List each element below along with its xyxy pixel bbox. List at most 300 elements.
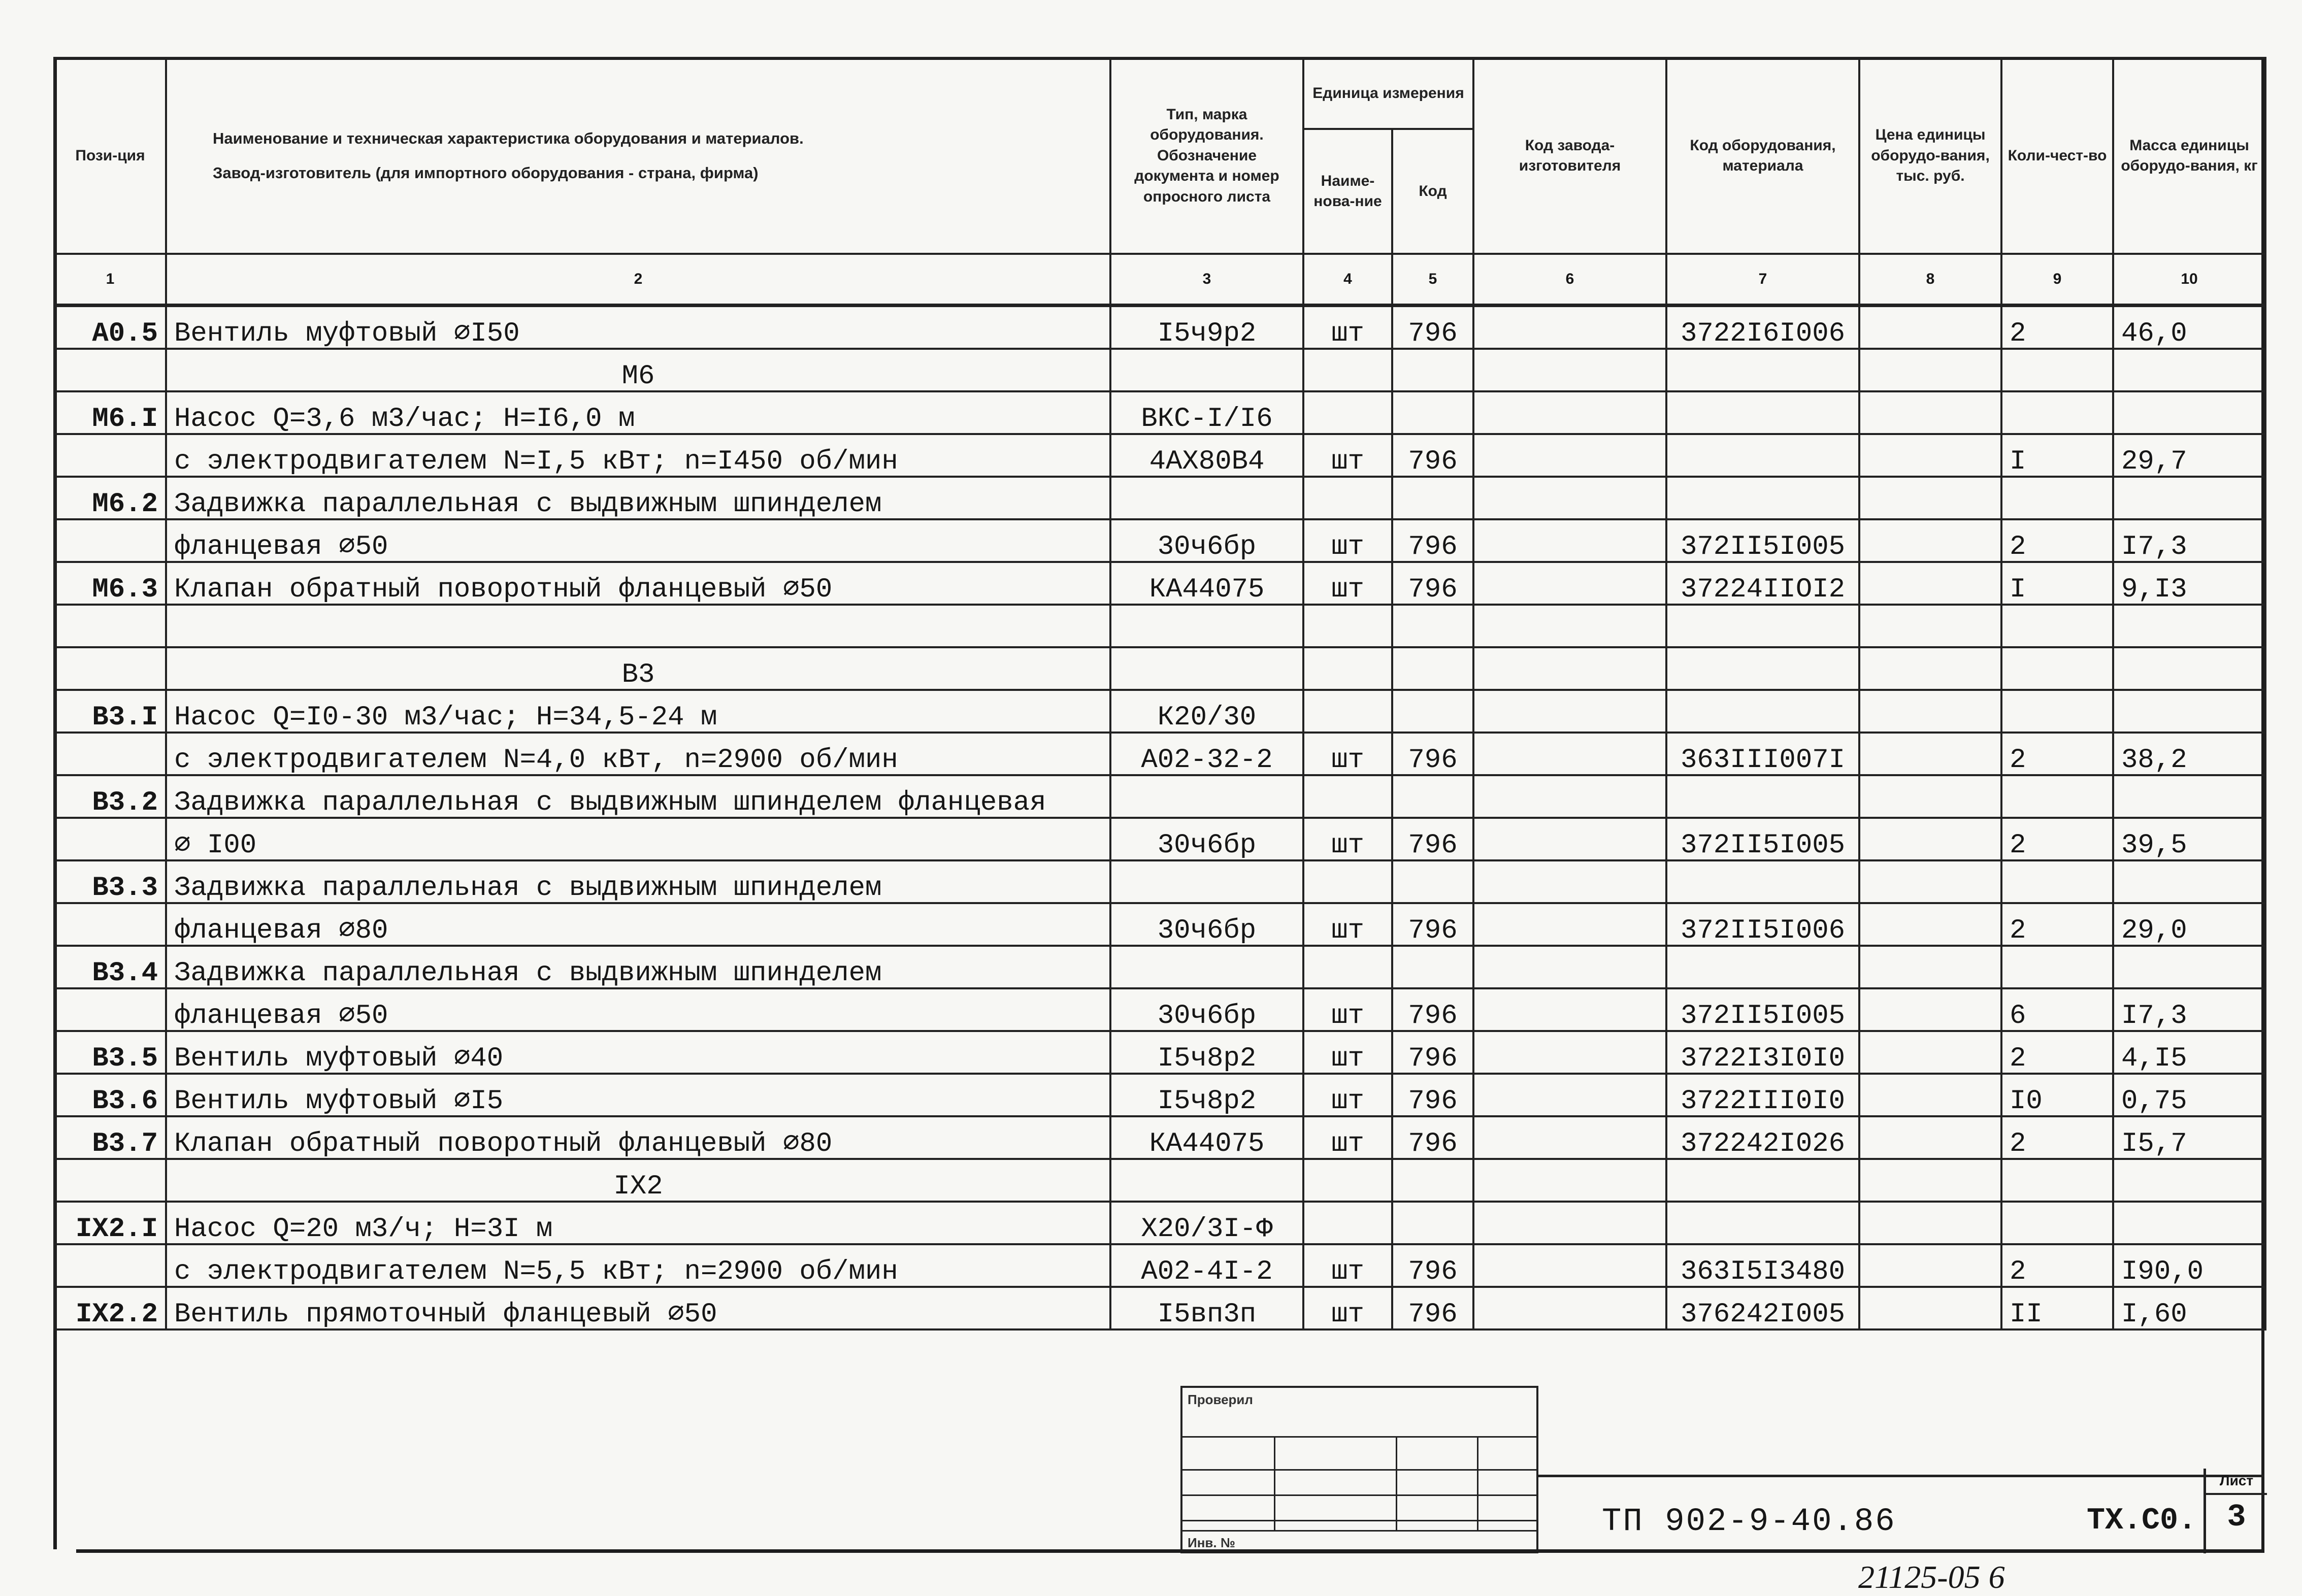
header-unit: Единица измерения — [1303, 58, 1473, 129]
plant-code-cell — [1473, 349, 1666, 391]
unit-code-cell: 796 — [1392, 1244, 1473, 1287]
table-row — [54, 1031, 2265, 1074]
equipment-code-cell: 37224IIOI2 — [1666, 562, 1859, 605]
plant-code-cell — [1473, 775, 1666, 818]
price-cell — [1859, 733, 2001, 775]
unit-code-cell — [1392, 647, 1473, 690]
specification-body — [54, 254, 2265, 1329]
header-type: Тип, марка оборудования. Обозначение документа и номер опросного листа — [1110, 58, 1303, 254]
price-cell — [1859, 434, 2001, 477]
plant-code-cell — [1473, 1159, 1666, 1202]
name-cell: с электродвигателем N=4,0 кВт, n=2900 об/мин — [166, 733, 1110, 775]
price-cell — [1859, 605, 2001, 647]
table-row — [54, 391, 2265, 434]
header-unit-code: Код — [1392, 129, 1473, 254]
unit-code-cell: 796 — [1392, 903, 1473, 946]
unit-cell: шт — [1303, 1244, 1392, 1287]
price-cell — [1859, 946, 2001, 988]
column-number: 7 — [1666, 254, 1859, 306]
header-equipment-code: Код оборудования, материала — [1666, 58, 1859, 254]
equipment-code-cell: 376242I005 — [1666, 1287, 1859, 1329]
position-cell: М6.3 — [54, 562, 166, 605]
type-cell — [1110, 647, 1303, 690]
mass-cell: 0,75 — [2113, 1074, 2265, 1116]
quantity-cell — [2001, 860, 2113, 903]
header-unit-name: Наиме-нова-ние — [1303, 129, 1392, 254]
inventory-number: 21125-05 6 — [1858, 1559, 2005, 1595]
unit-cell — [1303, 1202, 1392, 1244]
table-row — [54, 605, 2265, 647]
plant-code-cell — [1473, 690, 1666, 733]
quantity-cell: I0 — [2001, 1074, 2113, 1116]
unit-code-cell: 796 — [1392, 434, 1473, 477]
plant-code-cell — [1473, 946, 1666, 988]
position-cell — [54, 605, 166, 647]
quantity-cell: 2 — [2001, 733, 2113, 775]
type-cell: 4АХ80В4 — [1110, 434, 1303, 477]
mass-cell: 29,7 — [2113, 434, 2265, 477]
price-cell — [1859, 818, 2001, 860]
mass-cell — [2113, 349, 2265, 391]
price-cell — [1859, 519, 2001, 562]
table-row — [54, 1202, 2265, 1244]
equipment-code-cell — [1666, 349, 1859, 391]
unit-code-cell — [1392, 477, 1473, 519]
equipment-code-cell: 372242I026 — [1666, 1116, 1859, 1159]
checked-by-label: Проверил — [1188, 1392, 1253, 1407]
table-row — [54, 946, 2265, 988]
table-row — [54, 1074, 2265, 1116]
position-cell — [54, 647, 166, 690]
price-cell — [1859, 1287, 2001, 1329]
table-row — [54, 562, 2265, 605]
mass-cell: 4,I5 — [2113, 1031, 2265, 1074]
column-number: 8 — [1859, 254, 2001, 306]
plant-code-cell — [1473, 647, 1666, 690]
price-cell — [1859, 477, 2001, 519]
mass-cell — [2113, 1159, 2265, 1202]
quantity-cell — [2001, 1202, 2113, 1244]
specification-table — [53, 57, 2266, 1331]
unit-cell — [1303, 605, 1392, 647]
quantity-cell: 2 — [2001, 903, 2113, 946]
plant-code-cell — [1473, 1287, 1666, 1329]
plant-code-cell — [1473, 903, 1666, 946]
name-cell: Задвижка параллельная с выдвижным шпинделем — [166, 477, 1110, 519]
unit-cell: шт — [1303, 1031, 1392, 1074]
type-cell: I5ч8р2 — [1110, 1031, 1303, 1074]
sheet-box — [2204, 1469, 2267, 1553]
unit-cell: шт — [1303, 818, 1392, 860]
quantity-cell — [2001, 690, 2113, 733]
equipment-code-cell — [1666, 775, 1859, 818]
table-row — [54, 306, 2265, 349]
plant-code-cell — [1473, 1116, 1666, 1159]
unit-cell — [1303, 391, 1392, 434]
mass-cell — [2113, 477, 2265, 519]
price-cell — [1859, 391, 2001, 434]
equipment-code-cell: 372II5I006 — [1666, 903, 1859, 946]
equipment-code-cell: 372II5I005 — [1666, 519, 1859, 562]
unit-code-cell: 796 — [1392, 1116, 1473, 1159]
equipment-code-cell: 363III007I — [1666, 733, 1859, 775]
table-row — [54, 1287, 2265, 1329]
quantity-cell — [2001, 477, 2113, 519]
name-cell: Насос Q=I0-30 м3/час; Н=34,5-24 м — [166, 690, 1110, 733]
name-cell: фланцевая ∅80 — [166, 903, 1110, 946]
position-cell — [54, 818, 166, 860]
column-number: 5 — [1392, 254, 1473, 306]
column-number-row — [54, 254, 2265, 306]
equipment-code-cell: 363I5I3480 — [1666, 1244, 1859, 1287]
position-cell — [54, 1159, 166, 1202]
frame-bottom-line — [76, 1549, 2264, 1553]
unit-code-cell — [1392, 349, 1473, 391]
unit-cell: шт — [1303, 562, 1392, 605]
quantity-cell — [2001, 647, 2113, 690]
type-cell: А02-4I-2 — [1110, 1244, 1303, 1287]
mass-cell — [2113, 946, 2265, 988]
type-cell: ВКС-I/I6 — [1110, 391, 1303, 434]
table-row — [54, 1116, 2265, 1159]
name-cell: В3 — [166, 647, 1110, 690]
price-cell — [1859, 988, 2001, 1031]
name-cell: фланцевая ∅50 — [166, 988, 1110, 1031]
unit-code-cell: 796 — [1392, 519, 1473, 562]
name-cell: с электродвигателем N=I,5 кВт; n=I450 об/мин — [166, 434, 1110, 477]
position-cell — [54, 349, 166, 391]
type-cell — [1110, 946, 1303, 988]
price-cell — [1859, 860, 2001, 903]
stamp-line — [1182, 1469, 1536, 1471]
section-row — [54, 1159, 2265, 1202]
unit-cell: шт — [1303, 434, 1392, 477]
name-cell: ∅ I00 — [166, 818, 1110, 860]
price-cell — [1859, 1031, 2001, 1074]
position-cell: М6.2 — [54, 477, 166, 519]
quantity-cell — [2001, 946, 2113, 988]
type-cell: 30ч6бр — [1110, 903, 1303, 946]
plant-code-cell — [1473, 391, 1666, 434]
position-cell — [54, 733, 166, 775]
unit-code-cell: 796 — [1392, 1031, 1473, 1074]
plant-code-cell — [1473, 818, 1666, 860]
mass-cell: I7,3 — [2113, 988, 2265, 1031]
document-code: ТХ.С0. — [2087, 1504, 2197, 1538]
position-cell: В3.6 — [54, 1074, 166, 1116]
table-row — [54, 434, 2265, 477]
unit-code-cell: 796 — [1392, 818, 1473, 860]
equipment-code-cell — [1666, 647, 1859, 690]
quantity-cell: II — [2001, 1287, 2113, 1329]
equipment-code-cell: 372II5I005 — [1666, 988, 1859, 1031]
plant-code-cell — [1473, 988, 1666, 1031]
type-cell — [1110, 349, 1303, 391]
type-cell: К20/30 — [1110, 690, 1303, 733]
mass-cell: 29,0 — [2113, 903, 2265, 946]
name-cell: Вентиль муфтовый ∅40 — [166, 1031, 1110, 1074]
position-cell: IХ2.2 — [54, 1287, 166, 1329]
stamp-line — [1182, 1436, 1536, 1438]
equipment-code-cell — [1666, 946, 1859, 988]
unit-cell: шт — [1303, 903, 1392, 946]
price-cell — [1859, 647, 2001, 690]
column-number: 9 — [2001, 254, 2113, 306]
type-cell: 30ч6бр — [1110, 818, 1303, 860]
quantity-cell — [2001, 605, 2113, 647]
mass-cell — [2113, 775, 2265, 818]
type-cell — [1110, 860, 1303, 903]
quantity-cell — [2001, 1159, 2113, 1202]
equipment-code-cell — [1666, 1159, 1859, 1202]
equipment-code-cell — [1666, 391, 1859, 434]
equipment-code-cell — [1666, 434, 1859, 477]
mass-cell — [2113, 690, 2265, 733]
type-cell: I5ч8р2 — [1110, 1074, 1303, 1116]
column-number: 2 — [166, 254, 1110, 306]
quantity-cell: 2 — [2001, 1244, 2113, 1287]
mass-cell: I,60 — [2113, 1287, 2265, 1329]
unit-code-cell: 796 — [1392, 1074, 1473, 1116]
unit-code-cell: 796 — [1392, 306, 1473, 349]
unit-code-cell — [1392, 1202, 1473, 1244]
price-cell — [1859, 1244, 2001, 1287]
plant-code-cell — [1473, 562, 1666, 605]
type-cell: КА44075 — [1110, 562, 1303, 605]
unit-code-cell: 796 — [1392, 733, 1473, 775]
unit-cell — [1303, 860, 1392, 903]
header-unit-price: Цена единицы оборудо-вания, тыс. руб. — [1859, 58, 2001, 254]
quantity-cell — [2001, 349, 2113, 391]
type-cell — [1110, 477, 1303, 519]
equipment-code-cell — [1666, 1202, 1859, 1244]
plant-code-cell — [1473, 519, 1666, 562]
section-row — [54, 349, 2265, 391]
unit-cell: шт — [1303, 306, 1392, 349]
unit-code-cell: 796 — [1392, 562, 1473, 605]
position-cell: В3.3 — [54, 860, 166, 903]
price-cell — [1859, 1074, 2001, 1116]
column-number: 10 — [2113, 254, 2265, 306]
header-description-line2: Завод-изготовитель (для импортного оборудования - страна, фирма) — [213, 164, 759, 182]
inventory-label: Инв. № — [1188, 1535, 1235, 1550]
equipment-code-cell — [1666, 477, 1859, 519]
position-cell — [54, 988, 166, 1031]
quantity-cell: 2 — [2001, 1116, 2113, 1159]
position-cell: IХ2.I — [54, 1202, 166, 1244]
position-cell — [54, 519, 166, 562]
table-row — [54, 519, 2265, 562]
unit-cell: шт — [1303, 1287, 1392, 1329]
name-cell: Задвижка параллельная с выдвижным шпинделем — [166, 946, 1110, 988]
mass-cell: I90,0 — [2113, 1244, 2265, 1287]
name-cell — [166, 605, 1110, 647]
position-cell: В3.5 — [54, 1031, 166, 1074]
equipment-code-cell — [1666, 690, 1859, 733]
quantity-cell: 2 — [2001, 306, 2113, 349]
header-unit-mass: Масса единицы оборудо-вания, кг — [2113, 58, 2265, 254]
header-description-line1: Наименование и техническая характеристика оборудования и материалов. — [213, 129, 804, 147]
header-row — [54, 58, 2265, 129]
title-block — [1538, 1475, 2264, 1553]
quantity-cell: 6 — [2001, 988, 2113, 1031]
unit-code-cell — [1392, 391, 1473, 434]
mass-cell: 46,0 — [2113, 306, 2265, 349]
column-number: 1 — [54, 254, 166, 306]
name-cell: IХ2 — [166, 1159, 1110, 1202]
plant-code-cell — [1473, 306, 1666, 349]
price-cell — [1859, 690, 2001, 733]
unit-cell — [1303, 775, 1392, 818]
type-cell: Х20/3I-Ф — [1110, 1202, 1303, 1244]
plant-code-cell — [1473, 1031, 1666, 1074]
project-code: ТП 902-9-40.86 — [1602, 1504, 1896, 1540]
name-cell: Вентиль муфтовый ∅I5 — [166, 1074, 1110, 1116]
unit-code-cell — [1392, 775, 1473, 818]
mass-cell — [2113, 605, 2265, 647]
table-row — [54, 477, 2265, 519]
plant-code-cell — [1473, 434, 1666, 477]
mass-cell: 9,I3 — [2113, 562, 2265, 605]
sheet-label: Лист — [2206, 1469, 2267, 1495]
equipment-code-cell: 372II5I005 — [1666, 818, 1859, 860]
plant-code-cell — [1473, 1074, 1666, 1116]
table-row — [54, 818, 2265, 860]
price-cell — [1859, 349, 2001, 391]
position-cell: А0.5 — [54, 306, 166, 349]
unit-code-cell: 796 — [1392, 1287, 1473, 1329]
stamp-line — [1182, 1520, 1536, 1521]
position-cell: М6.I — [54, 391, 166, 434]
type-cell — [1110, 775, 1303, 818]
unit-code-cell — [1392, 605, 1473, 647]
price-cell — [1859, 1159, 2001, 1202]
mass-cell — [2113, 860, 2265, 903]
price-cell — [1859, 1116, 2001, 1159]
header-plant-code: Код завода-изготовителя — [1473, 58, 1666, 254]
quantity-cell — [2001, 775, 2113, 818]
unit-cell: шт — [1303, 733, 1392, 775]
column-number: 6 — [1473, 254, 1666, 306]
quantity-cell: 2 — [2001, 519, 2113, 562]
unit-cell — [1303, 647, 1392, 690]
stamp-divider — [1477, 1436, 1478, 1530]
plant-code-cell — [1473, 477, 1666, 519]
quantity-cell: I — [2001, 562, 2113, 605]
type-cell: 30ч6бр — [1110, 988, 1303, 1031]
position-cell: В3.I — [54, 690, 166, 733]
unit-cell: шт — [1303, 1074, 1392, 1116]
header-quantity: Коли-чест-во — [2001, 58, 2113, 254]
quantity-cell — [2001, 391, 2113, 434]
table-row — [54, 690, 2265, 733]
type-cell: А02-32-2 — [1110, 733, 1303, 775]
unit-cell: шт — [1303, 1116, 1392, 1159]
name-cell: Задвижка параллельная с выдвижным шпинделем — [166, 860, 1110, 903]
price-cell — [1859, 903, 2001, 946]
name-cell: Задвижка параллельная с выдвижным шпинделем фланцевая — [166, 775, 1110, 818]
unit-code-cell — [1392, 1159, 1473, 1202]
table-row — [54, 903, 2265, 946]
name-cell: Вентиль прямоточный фланцевый ∅50 — [166, 1287, 1110, 1329]
sheet-number: 3 — [2227, 1499, 2246, 1535]
quantity-cell: 2 — [2001, 818, 2113, 860]
name-cell: Вентиль муфтовый ∅I50 — [166, 306, 1110, 349]
type-cell: I5вп3п — [1110, 1287, 1303, 1329]
unit-cell — [1303, 477, 1392, 519]
name-cell: фланцевая ∅50 — [166, 519, 1110, 562]
equipment-code-cell — [1666, 860, 1859, 903]
position-cell: В3.2 — [54, 775, 166, 818]
price-cell — [1859, 775, 2001, 818]
unit-cell: шт — [1303, 519, 1392, 562]
unit-code-cell — [1392, 860, 1473, 903]
type-cell — [1110, 1159, 1303, 1202]
unit-cell — [1303, 1159, 1392, 1202]
position-cell: В3.4 — [54, 946, 166, 988]
quantity-cell: I — [2001, 434, 2113, 477]
equipment-code-cell — [1666, 605, 1859, 647]
position-cell — [54, 434, 166, 477]
mass-cell — [2113, 647, 2265, 690]
table-row — [54, 733, 2265, 775]
unit-cell: шт — [1303, 988, 1392, 1031]
mass-cell: 38,2 — [2113, 733, 2265, 775]
mass-cell: I7,3 — [2113, 519, 2265, 562]
equipment-code-cell: 3722I6I006 — [1666, 306, 1859, 349]
header-description — [166, 58, 1110, 254]
unit-code-cell — [1392, 690, 1473, 733]
column-number: 3 — [1110, 254, 1303, 306]
price-cell — [1859, 306, 2001, 349]
mass-cell — [2113, 391, 2265, 434]
approval-stamp — [1180, 1386, 1538, 1553]
name-cell: М6 — [166, 349, 1110, 391]
header-position: Пози-ция — [54, 58, 166, 254]
type-cell — [1110, 605, 1303, 647]
plant-code-cell — [1473, 1202, 1666, 1244]
type-cell: I5ч9р2 — [1110, 306, 1303, 349]
table-row — [54, 988, 2265, 1031]
unit-code-cell: 796 — [1392, 988, 1473, 1031]
unit-cell — [1303, 349, 1392, 391]
stamp-divider — [1396, 1436, 1397, 1530]
mass-cell — [2113, 1202, 2265, 1244]
type-cell: 30ч6бр — [1110, 519, 1303, 562]
equipment-code-cell: 3722I3I0I0 — [1666, 1031, 1859, 1074]
plant-code-cell — [1473, 605, 1666, 647]
mass-cell: I5,7 — [2113, 1116, 2265, 1159]
plant-code-cell — [1473, 860, 1666, 903]
table-row — [54, 860, 2265, 903]
type-cell: КА44075 — [1110, 1116, 1303, 1159]
stamp-divider — [1274, 1436, 1275, 1530]
name-cell: Клапан обратный поворотный фланцевый ∅80 — [166, 1116, 1110, 1159]
section-row — [54, 647, 2265, 690]
stamp-line — [1182, 1494, 1536, 1496]
stamp-line — [1182, 1530, 1536, 1532]
name-cell: с электродвигателем N=5,5 кВт; n=2900 об/мин — [166, 1244, 1110, 1287]
position-cell — [54, 903, 166, 946]
quantity-cell: 2 — [2001, 1031, 2113, 1074]
price-cell — [1859, 1202, 2001, 1244]
name-cell: Насос Q=20 м3/ч; Н=3I м — [166, 1202, 1110, 1244]
equipment-code-cell: 3722III0I0 — [1666, 1074, 1859, 1116]
column-number: 4 — [1303, 254, 1392, 306]
mass-cell: 39,5 — [2113, 818, 2265, 860]
unit-cell — [1303, 946, 1392, 988]
table-row — [54, 775, 2265, 818]
